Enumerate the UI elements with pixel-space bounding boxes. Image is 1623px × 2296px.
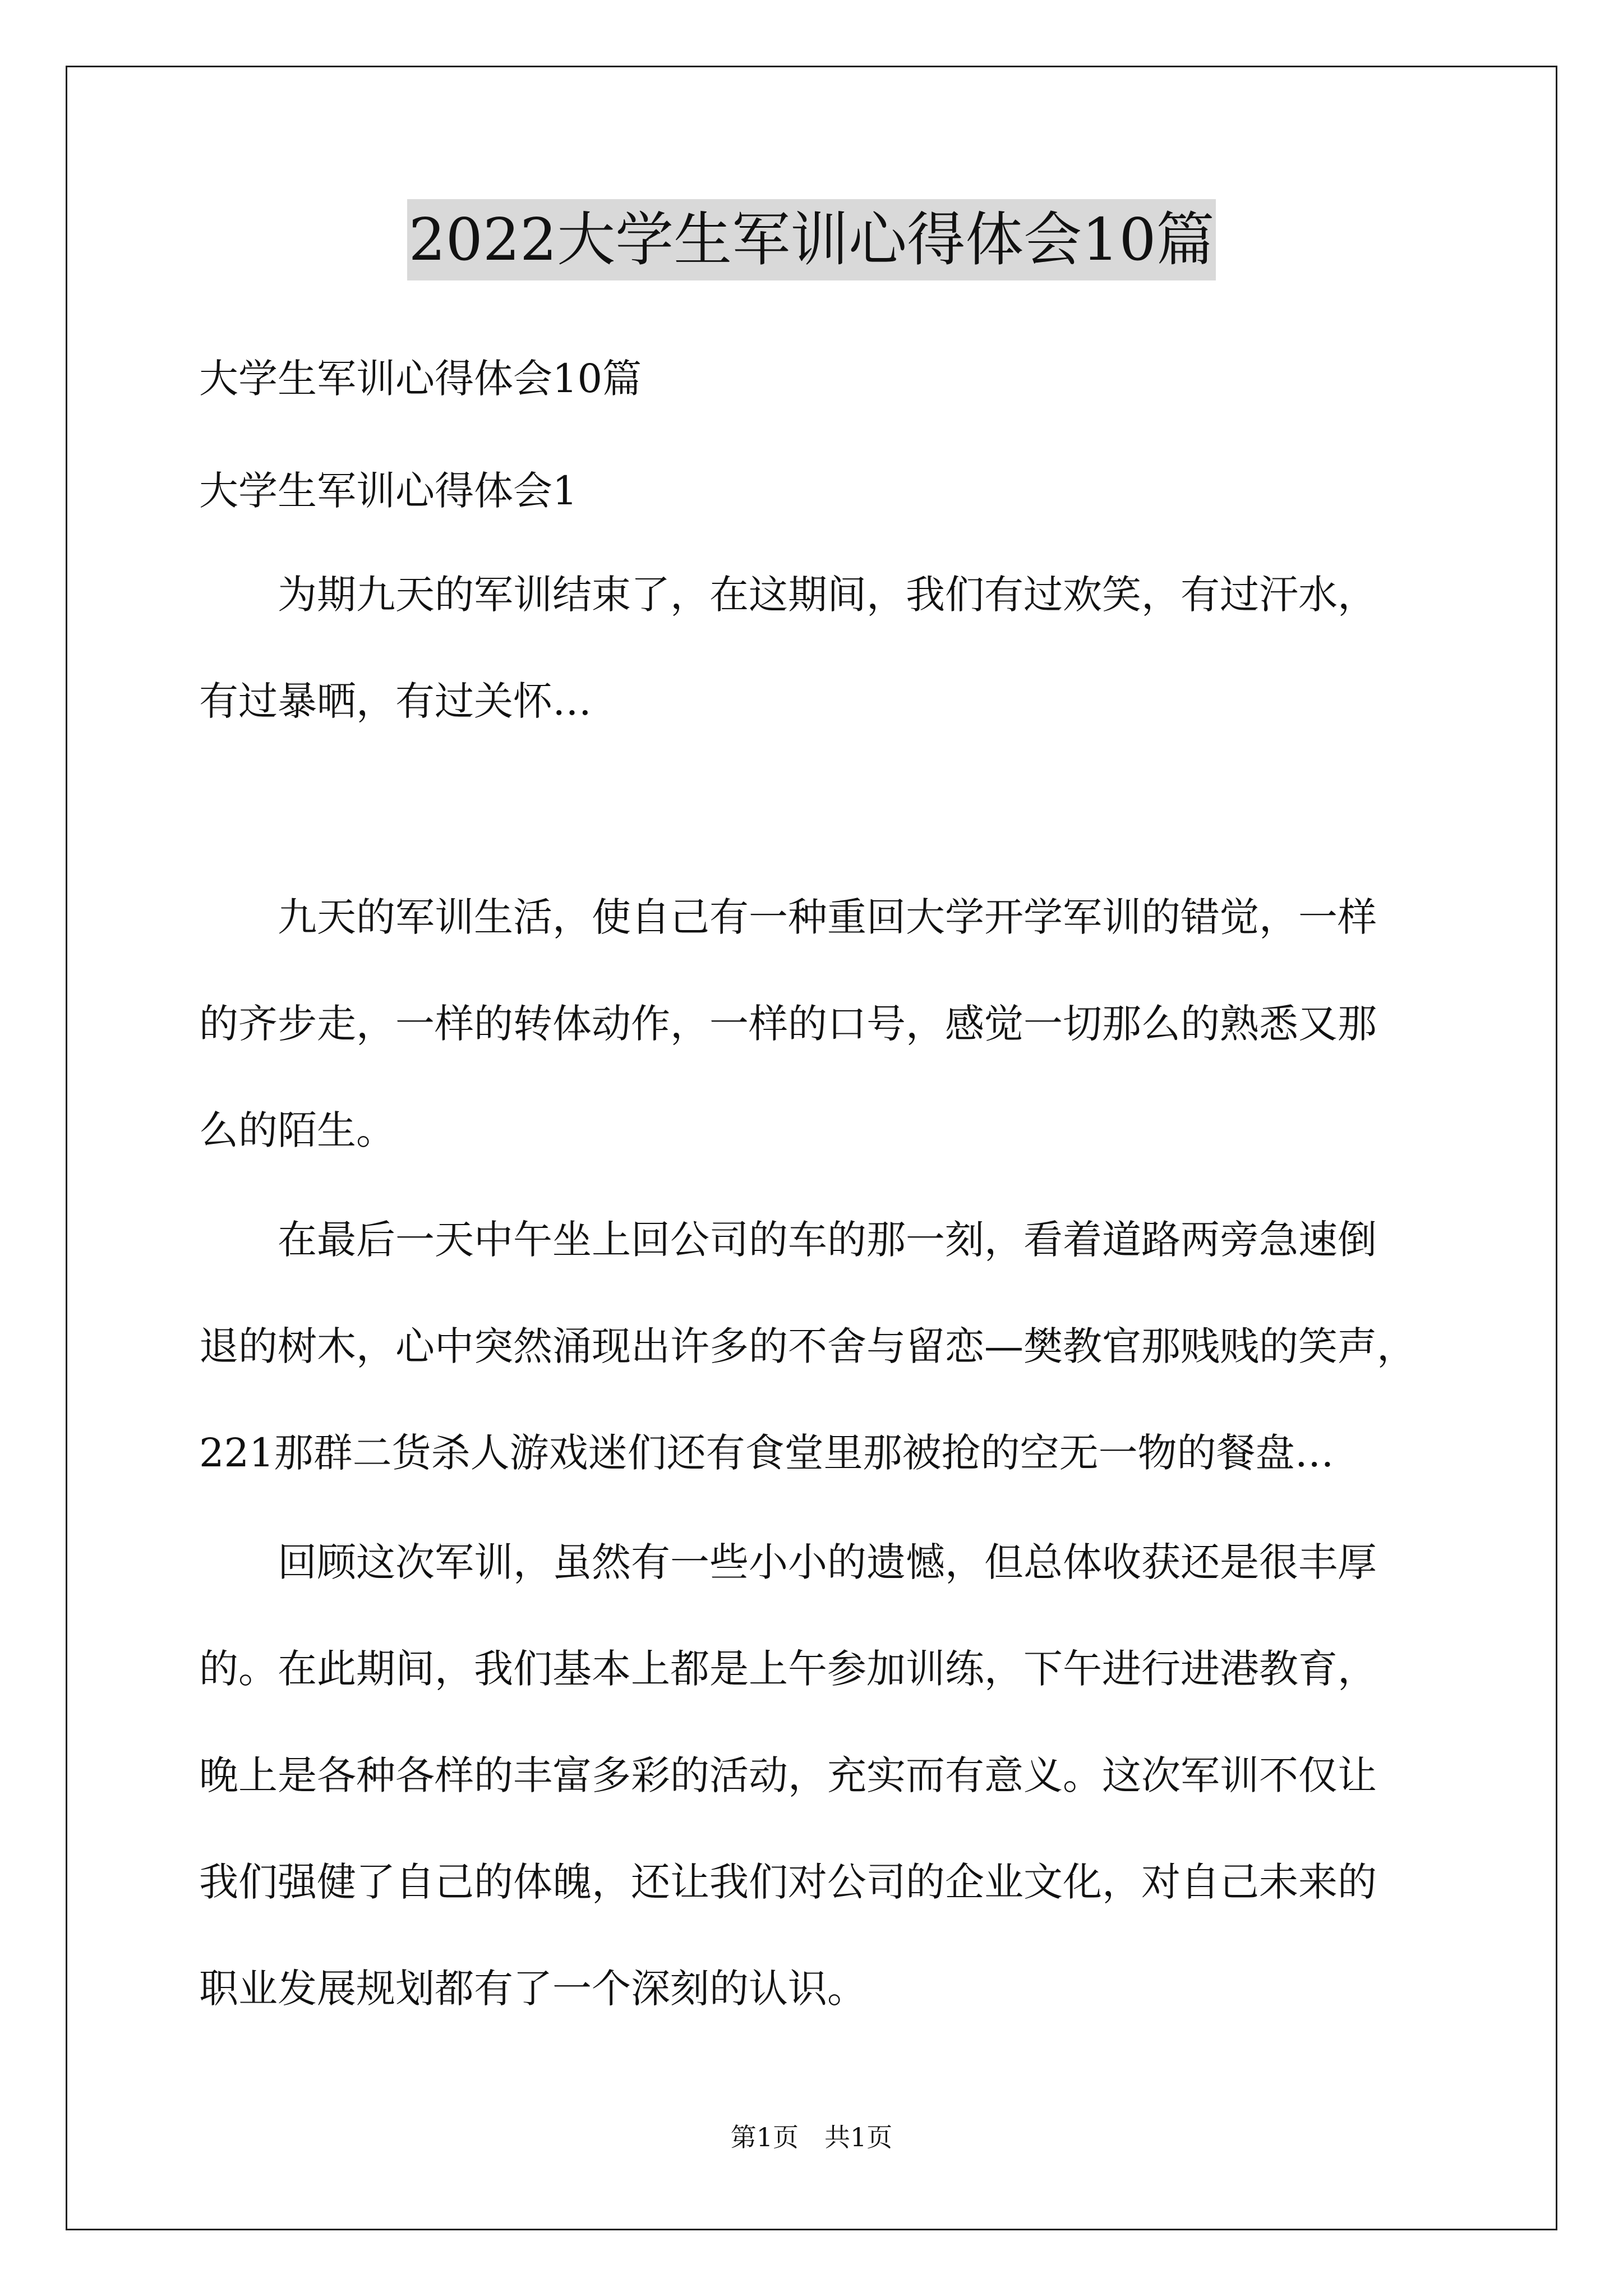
paragraph-4-line-4: 我们强健了自己的体魄，还让我们对公司的企业文化，对自己未来的 — [199, 1859, 1377, 1905]
paragraph-4-line-5: 职业发展规划都有了一个深刻的认识。 — [199, 1966, 866, 2012]
document-title: 2022大学生军训心得体会10篇 — [407, 199, 1215, 280]
paragraph-2-line-3: 么的陌生。 — [199, 1107, 395, 1153]
paragraph-4-line-2: 的。在此期间，我们基本上都是上午参加训练，下午进行进港教育， — [199, 1646, 1377, 1692]
paragraph-2-line-1: 九天的军训生活，使自己有一种重回大学开学军训的错觉，一样 — [199, 894, 1377, 940]
paragraph-4-line-1: 回顾这次军训，虽然有一些小小的遗憾，但总体收获还是很丰厚 — [199, 1539, 1377, 1585]
paragraph-3-line-2: 退的树木，心中突然涌现出许多的不舍与留恋—樊教官那贱贱的笑声， — [199, 1323, 1416, 1369]
paragraph-1-line-2: 有过暴晒，有过关怀… — [199, 678, 592, 724]
paragraph-3-line-3: 221那群二货杀人游戏迷们还有食堂里那被抢的空无一物的餐盘… — [199, 1430, 1334, 1476]
title-container — [0, 199, 1623, 280]
paragraph-4-line-3: 晚上是各种各样的丰富多彩的活动，充实而有意义。这次军训不仅让 — [199, 1752, 1377, 1798]
section-heading: 大学生军训心得体会1 — [199, 468, 578, 514]
paragraph-1-line-1: 为期九天的军训结束了，在这期间，我们有过欢笑，有过汗水， — [199, 572, 1377, 618]
page-footer: 第1页 共1页 — [730, 2122, 893, 2152]
paragraph-2-line-2: 的齐步走，一样的转体动作，一样的口号，感觉一切那么的熟悉又那 — [199, 1001, 1377, 1047]
paragraph-3-line-1: 在最后一天中午坐上回公司的车的那一刻，看着道路两旁急速倒 — [199, 1217, 1377, 1263]
document-subtitle: 大学生军训心得体会10篇 — [199, 356, 642, 402]
